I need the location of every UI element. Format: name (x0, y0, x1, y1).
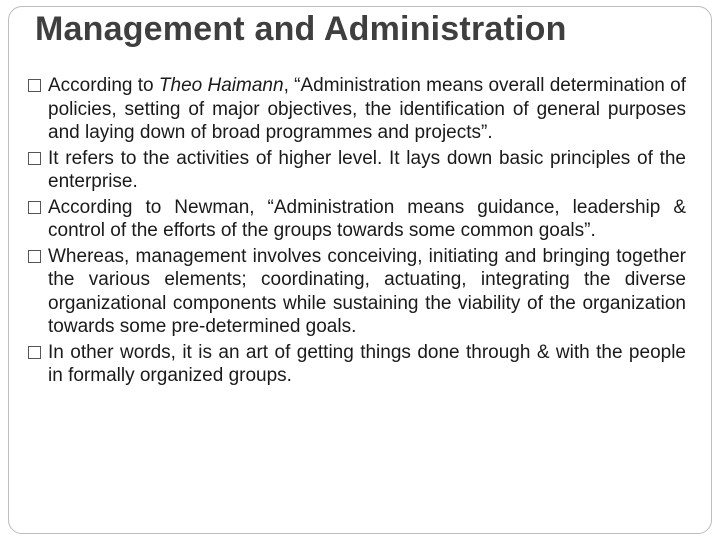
bullet-item-2 (28, 147, 686, 194)
bullet-1-rest: , “Administration means overall determination of policies, setting of major objectives, the identification of general purposes and laying down of broad programmes and projects”. (48, 75, 686, 143)
bullet-2-text: It refers to the activities of higher level. It lays down basic principles of the enterprise. (48, 147, 686, 192)
square-bullet-icon (28, 346, 41, 359)
bullet-3-text: According to Newman, “Administration means guidance, leadership & control of the efforts of the groups towards some common goals”. (48, 196, 686, 241)
bullet-1-lead: According to (48, 75, 159, 96)
bullet-5-text: In other words, it is an art of getting things done through & with the people in formally organized groups. (48, 341, 686, 386)
bullet-item-4 (28, 245, 686, 339)
bullet-4-text: Whereas, management involves conceiving, initiating and bringing together the various elements; coordinating, actuating, integrating the diverse organizational components while sustaining the viability of the organization towards some pre-determined goals. (48, 245, 686, 337)
square-bullet-icon (28, 201, 41, 214)
bullet-item-5 (28, 341, 686, 388)
bullet-item-3 (28, 196, 686, 243)
bullet-item-1 (28, 74, 686, 145)
square-bullet-icon (28, 250, 41, 263)
square-bullet-icon (28, 152, 41, 165)
bullet-list (28, 74, 686, 390)
bullet-1-name: Theo Haimann (158, 75, 284, 96)
square-bullet-icon (28, 79, 41, 92)
slide-title: Management and Administration (35, 10, 567, 48)
